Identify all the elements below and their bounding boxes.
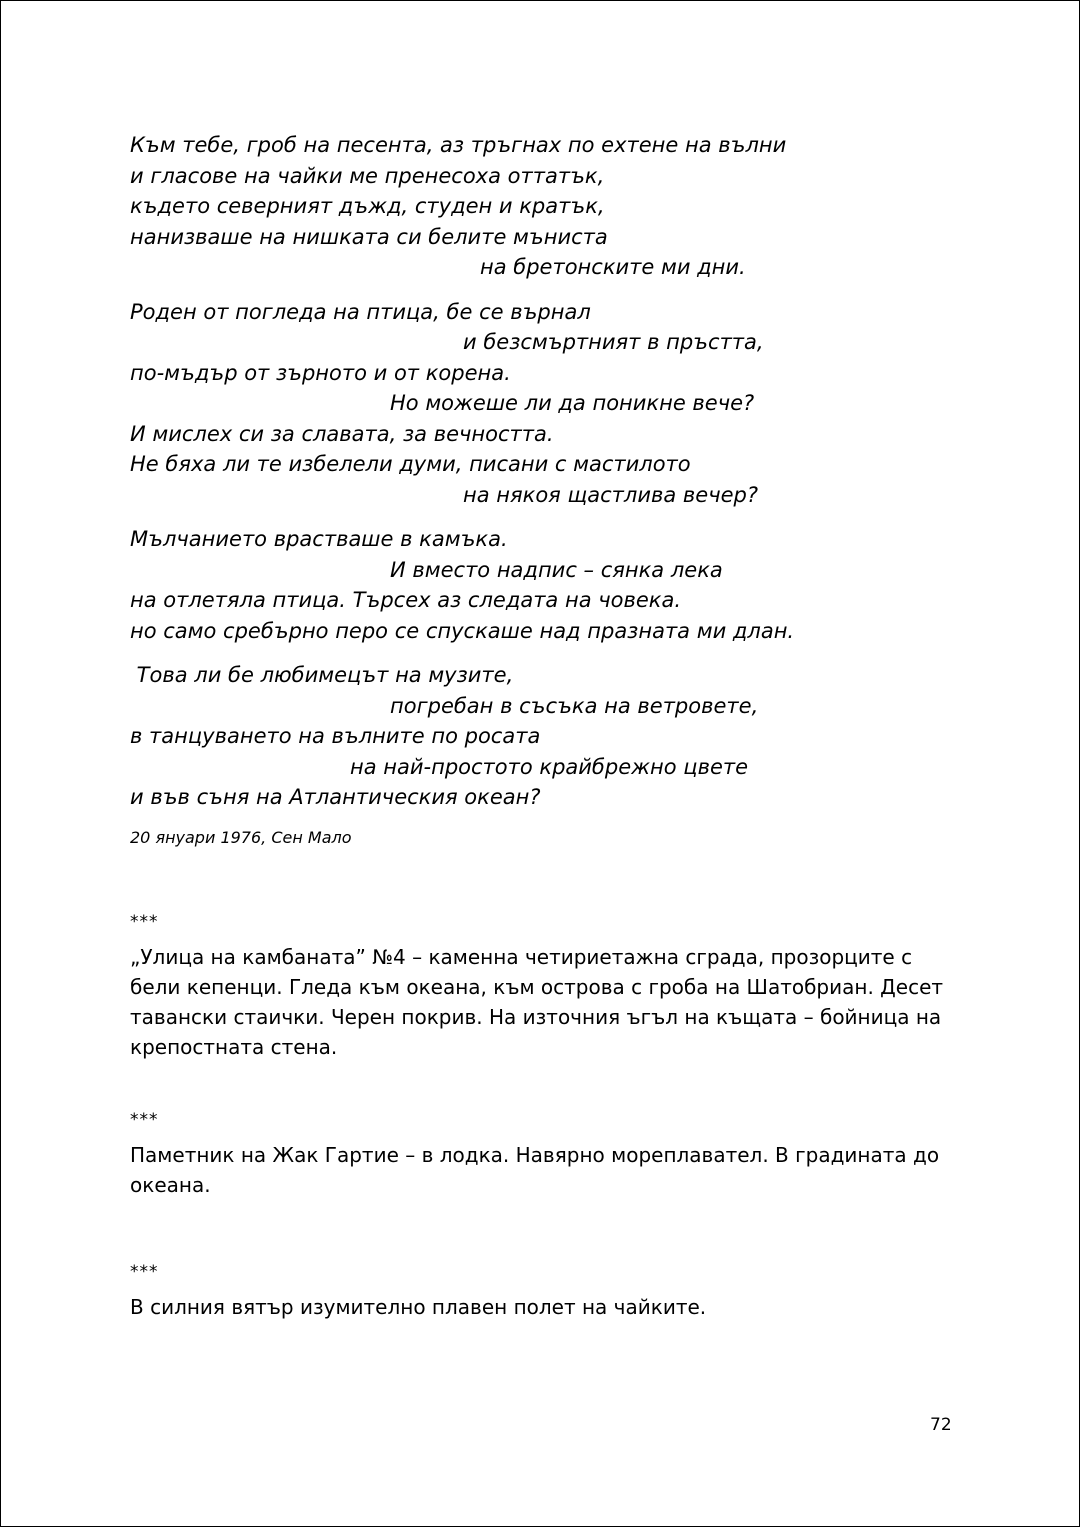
poem-line: Това ли бе любимецът на музите, bbox=[130, 663, 514, 687]
poem-line: но само сребърно перо се спускаше над празната ми длан. bbox=[130, 618, 795, 643]
poem-line: където северният дъжд, студен и кратък, bbox=[130, 194, 605, 218]
poem-line: на отлетяла птица. Търсех аз следата на човека. bbox=[130, 588, 682, 612]
poem-line: на бретонските ми дни. bbox=[480, 255, 746, 279]
poem bbox=[130, 130, 850, 849]
poem-line: нанизваше на нишката си белите мъниста bbox=[130, 224, 608, 249]
note-1 bbox=[130, 912, 960, 1062]
note-text: Паметник на Жак Гартие – в лодка. Навярно мореплавател. В градината до океана. bbox=[130, 1143, 940, 1197]
poem-line: Но можеше ли да поникне вече? bbox=[390, 391, 755, 415]
note-2 bbox=[130, 1110, 960, 1200]
poem-line: И мислех си за славата, за вечността. bbox=[130, 421, 554, 446]
poem-line: в танцуването на вълните по росата bbox=[130, 724, 541, 748]
poem-line: по-мъдър от зърното и от корена. bbox=[130, 360, 511, 385]
stanza-3 bbox=[130, 524, 850, 646]
poem-date-place: 20 януари 1976, Сен Мало bbox=[130, 827, 352, 847]
stanza-2 bbox=[130, 297, 850, 511]
poem-line: и гласове на чайки ме пренесоха оттатък, bbox=[130, 163, 605, 188]
poem-line: Не бяха ли те избелели думи, писани с мастилото bbox=[130, 452, 691, 476]
stanza-1 bbox=[130, 130, 850, 283]
poem-line: Роден от погледа на птица, бе се върнал bbox=[130, 299, 591, 324]
poem-line: погребан в съсъка на ветровете, bbox=[390, 693, 759, 718]
poem-line: и безсмъртният в пръстта, bbox=[463, 330, 764, 354]
section-separator: *** bbox=[130, 1110, 159, 1130]
page-number: 72 bbox=[930, 1415, 952, 1435]
poem-line: на най-простото крайбрежно цвете bbox=[350, 754, 749, 779]
poem-line: на някоя щастлива вечер? bbox=[463, 482, 758, 507]
section-separator: *** bbox=[130, 1262, 159, 1282]
note-3 bbox=[130, 1262, 960, 1322]
note-text: „Улица на камбаната” №4 – каменна четириетажна сграда, прозорците с бели кепенци. Гледа към океана, към острова с гроба на Шатобриан. Десет тавански стаички. Черен покрив. На източния ъгъл на къщата – бойница на крепостната стена. bbox=[130, 945, 944, 1059]
poem-line: Към тебе, гроб на песента, аз тръгнах по ехтене на вълни bbox=[130, 133, 787, 157]
poem-line: и във съня на Атлантическия океан? bbox=[130, 785, 541, 809]
section-separator: *** bbox=[130, 912, 159, 932]
poem-line: Мълчанието врастваше в камъка. bbox=[130, 527, 508, 551]
stanza-4 bbox=[130, 660, 850, 813]
poem-line: И вместо надпис – сянка лека bbox=[390, 557, 723, 582]
note-text: В силния вятър изумително плавен полет на чайките. bbox=[130, 1295, 707, 1319]
